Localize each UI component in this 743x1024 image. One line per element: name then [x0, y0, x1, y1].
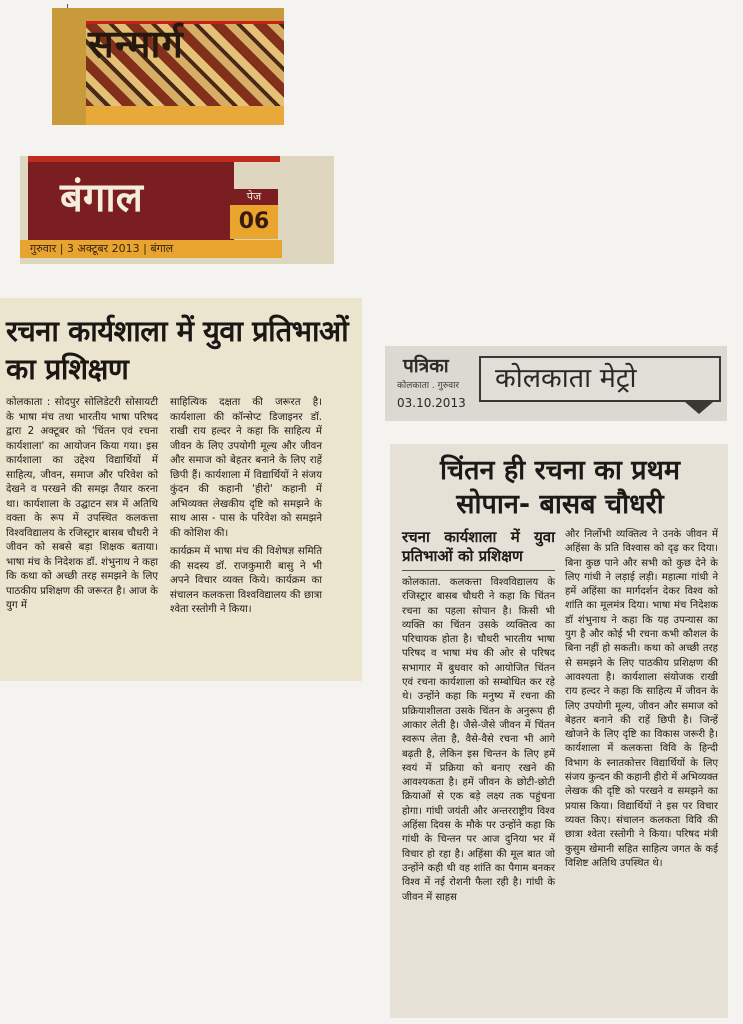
issue-date: 03.10.2013	[397, 396, 466, 410]
section-masthead-bangal	[20, 156, 334, 264]
page-number: 06	[238, 209, 270, 234]
section-masthead-patrika	[385, 346, 727, 421]
article-clipping-2	[390, 444, 728, 1018]
article-subheadline: रचना कार्यशाला में युवा प्रतिभाओं को प्रशिक्षण	[402, 528, 555, 571]
article-column-2	[170, 396, 322, 622]
article-paragraph: कोलकाता : सोदपुर सोलिडेटरी सोसायटी के भाषा मंच तथा भारतीय भाषा परिषद द्वारा 2 अक्टूबर को 'चिंतन एवं रचना कार्यशाला' का आयोजन किया गया। इस कार्यशाला का उद्देश्य विद्यार्थियों में साहित्य, जीवन, समाज और परिवेश को देखने व परखने की समझ तैयार करना था। कार्यशाला के उद्घाटन सत्र में अतिथि वक्ता के रूप में उपस्थित कलकत्ता विश्वविद्यालय के रजिस्ट्रार बासब चौधरी ने जीवन को सबसे बड़ा शिक्षक बताया। भाषा मंच के निदेशक डॉ. शंभुनाथ ने कहा कि कथा को अच्छी तरह समझने के लिए पाठकीय प्रशिक्षण की जरूरत है। आज के युग में	[6, 397, 158, 611]
article-headline: रचना कार्यशाला में युवा प्रतिभाओं का प्रशिक्षण	[6, 314, 349, 386]
speech-tail-shape	[685, 402, 713, 414]
article-body	[402, 528, 718, 905]
newspaper-name: सन्मार्ग	[88, 21, 184, 66]
article-body	[6, 396, 354, 622]
article-paragraph: साहित्यिक दक्षता की जरूरत है। कार्यशाला की कॉन्सेप्ट डिजाइनर डॉ. राखी राय हल्दर ने कहा कि साहित्य में जीवन के लिए उपयोगी मूल्य और जीवन और समाज को बेहतर बनाने के लिए राहें छिपी हैं। कार्यशाला में विद्यार्थियों ने संजय कुंदन की कहानी 'हीरो' कहानी में अभिव्यक्त लेखकीय दृष्टि को समझने के साथ आस - पास के परिवेश को समझने की कोशिश की।	[170, 397, 322, 539]
page-label: पेज	[230, 189, 278, 205]
dateline: गुरुवार | 3 अक्टूबर 2013 | बंगाल	[30, 242, 174, 255]
article-headline: चिंतन ही रचना का प्रथम सोपान- बासब चौधरी	[439, 455, 681, 520]
section-title: बंगाल	[60, 175, 143, 221]
newspaper-logo: पत्रिका	[403, 355, 449, 377]
article-paragraph: और निर्लोभी व्यक्तित्व ने उनके जीवन में अहिंसा के प्रति विश्वास को दृढ़ कर दिया। बिना कुछ पाने और सभी को कुछ देने के लिए गांधी ने लड़ाई लड़ी। महात्मा गांधी ने हमें अहिंसा का मार्गदर्शन देकर विश्व को शांति का मूलमंत्र दिया। भाषा मंच निदेशक डॉ शंभुनाथ ने कहा कि यह उपन्यास का युग है और कोई भी रचना कभी कौशल के बिना नहीं हो सकती। कथा को अच्छी तरह से समझने के लिए पाठकीय प्रशिक्षण की आवश्यता है। कार्यशाला संयोजक राखी राय हल्दर ने कहा कि साहित्य में जीवन के लिए उपयोगी मूल्य, जीवन और समाज को बेहतर बनाने की राहें छिपी है। जिन्हें खोजने के लिए दृष्टि का विकास जरूरी है। कार्यशाला में कलकत्ता विवि के हिन्दी विभाग के स्नातकोत्तर विद्यार्थियों के लिए संजय कुन्दन की कहानी हीरो में अभिव्यक्त लेखक की दृष्टि को परखने व समझने का प्रयास किया। विद्यार्थियों ने इस पर विचार व्यक्त किए। संचालन कलकता विवि की छात्रा श्वेता रस्तोगी ने किया। परिषद मंत्री कुसुम खेमानी सहित साहित्य जगत के कई विशिष्ट अतिथि उपस्थित थे।	[565, 529, 718, 869]
masthead-band	[86, 106, 284, 125]
article-paragraph: कोलकाता. कलकत्ता विश्वविद्यालय के रजिस्ट्रार बासब चौधरी ने कहा कि चिंतन रचना का पहला सोपान है। किसी भी व्यक्ति का चिंतन उसके व्यक्तित्व का परिचायक होता है। चौधरी भारतीय भाषा परिषद व भाषा मंच की ओर से परिषद सभागार में बुधवार को आयोजित चिंतन एवं रचना कार्यशाला को सम्बोधित कर रहे थे। उन्होंने कहा कि मनुष्य में रचना की प्रक्रियाशीलता उसके चिंतन के अनुरूप ही आकार लेती है। जैसे-जैसे जीवन में चिंतन स्वरूप लेता है, वैसे-वैसे रचना भी आगे बढ़ती है, लेकिन इस चिन्तन के लिए हमें स्वयं में प्रक्रिया को बनाए रखने की आवश्यकता है। हमें जीवन के छोटी-छोटी क्रियाओं से एक बड़े लक्ष्य तक पहुंचना होगा। गांधी जयंती और अन्तरराष्ट्रीय विश्व अहिंसा दिवस के मौके पर उन्होंने कहा कि गांधी के चिन्तन पर आज दुनिया भर में विचार हो रहा है। अहिंसा की मूल बात जो उन्होंने कही थी वह शांति का पैगाम बनकर विश्व में नई रोशनी फैला रही है। गांधी के जीवन में साहस	[402, 577, 555, 903]
article-column-2	[565, 528, 718, 905]
article-paragraph: कार्यक्रम में भाषा मंच की विशेषज्ञ समिति की सदस्य डॉ. राजकुमारी बासु ने भी अपने विचार व्यक्त किये। कार्यक्रम का संचालन कलकत्ता विश्वविद्यालय की छात्रा श्वेता रस्तोगी ने किया।	[170, 546, 322, 615]
section-name: कोलकाता मेट्रो	[495, 363, 637, 394]
page-number-box	[230, 189, 278, 239]
article-column-1	[6, 396, 158, 622]
article-column-1	[402, 528, 555, 905]
newspaper-masthead-sanmarg	[52, 8, 284, 125]
article-clipping-1	[0, 298, 362, 681]
edition-line: कोलकाता . गुरुवार	[397, 381, 460, 391]
